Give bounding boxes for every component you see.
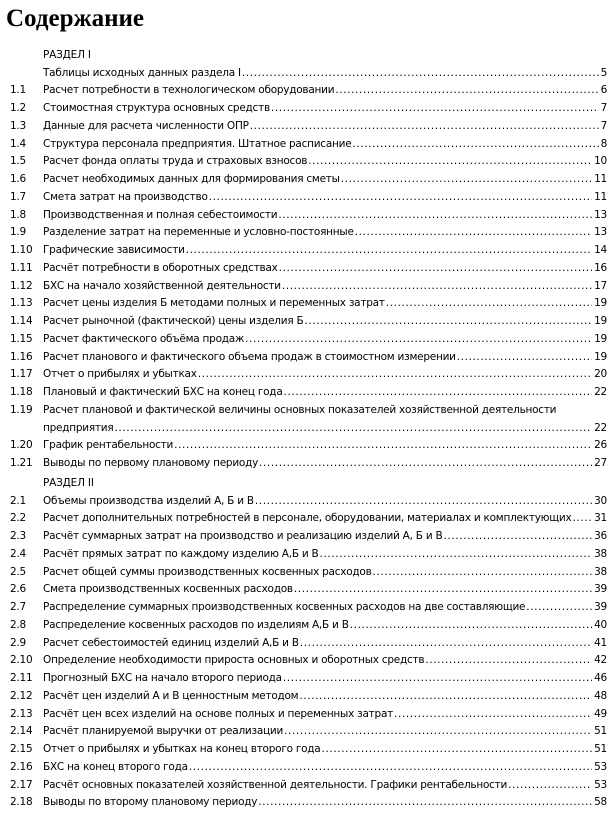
dot-leader: [386, 295, 592, 313]
section-heading: РАЗДЕЛ II: [43, 476, 94, 489]
toc-entry[interactable]: [0, 564, 613, 582]
toc-entry-label: Данные для расчета численности ОПР: [43, 119, 249, 132]
toc-entry-label: Расчет необходимых данных для формирования сметы: [43, 173, 340, 186]
toc-entry-number: 1.12: [10, 279, 33, 292]
toc-entry-page-number: 13: [594, 226, 607, 239]
toc-entry[interactable]: [0, 493, 613, 511]
toc-entry-number: 1.4: [10, 137, 26, 150]
toc-entry-label: Разделение затрат на переменные и условно-постоянные: [43, 226, 354, 239]
toc-entry-number: 2.3: [10, 530, 26, 543]
dot-leader: [250, 118, 599, 136]
toc-entry-number: 1.9: [10, 226, 26, 239]
toc-entry-line: [43, 242, 607, 260]
dot-leader: [284, 723, 592, 741]
dot-leader: [259, 455, 592, 473]
toc-entry-page-number: 22: [594, 421, 607, 434]
toc-entry-line: [43, 189, 607, 207]
toc-entry-page-number: 36: [594, 530, 607, 543]
toc-entry[interactable]: [0, 295, 613, 313]
toc-entry-line: [43, 455, 607, 473]
toc-entry-number: 2.13: [10, 707, 33, 720]
toc-entry-label: Расчёт планируемой выручки от реализации: [43, 725, 284, 738]
toc-entry-line: [43, 706, 607, 724]
toc-entry-page-number: 5: [600, 66, 607, 79]
toc-entry-line: [43, 207, 607, 225]
toc-entry-label: Расчёт основных показателей хозяйственной деятельности. Графики рентабельности: [43, 778, 508, 791]
toc-entry[interactable]: [0, 670, 613, 688]
toc-entry-page-number: 51: [594, 725, 607, 738]
toc-entry-page-number: 42: [594, 654, 607, 667]
toc-entry-number: 1.14: [10, 315, 33, 328]
toc-entry[interactable]: [0, 599, 613, 617]
toc-entry-page-number: 19: [594, 332, 607, 345]
toc-entry[interactable]: [0, 278, 613, 296]
toc-entry-number: 2.16: [10, 760, 33, 773]
toc-entry-label: Производственная и полная себестоимости: [43, 208, 278, 221]
toc-entry-line: [43, 136, 607, 154]
toc-entry-page-number: 20: [594, 368, 607, 381]
toc-entry-line: [43, 313, 607, 331]
toc-entry-line: [43, 794, 607, 812]
toc-entry-line: [43, 278, 607, 296]
toc-entry-number: 1.17: [10, 368, 33, 381]
dot-leader: [355, 224, 592, 242]
toc-entry[interactable]: [0, 617, 613, 635]
toc-entry-line: [43, 171, 607, 189]
toc-entry-line: [43, 635, 607, 653]
dot-leader: [294, 581, 592, 599]
toc-entry-page-number: 49: [594, 707, 607, 720]
toc-entry-page-number: 16: [594, 261, 607, 274]
toc-entry-label: Выводы по первому плановому периоду: [43, 457, 259, 470]
toc-entry-label: Смета затрат на производство: [43, 190, 208, 203]
toc-entry-number: 2.4: [10, 547, 26, 560]
toc-entry[interactable]: [0, 171, 613, 189]
toc-entry-label: Расчет планового и фактического объема продаж в стоимостном измерении: [43, 350, 456, 363]
toc-entry[interactable]: [0, 118, 613, 136]
toc-entry-number: 1.20: [10, 439, 33, 452]
toc-entry-number: 2.8: [10, 618, 26, 631]
toc-entry-number: 2.17: [10, 778, 33, 791]
toc-entry-line: [43, 493, 607, 511]
toc-entry-line: [43, 564, 607, 582]
toc-entry-line: [43, 384, 607, 402]
dot-leader: [245, 331, 592, 349]
toc-entry-page-number: 48: [594, 689, 607, 702]
toc-entry-line: [43, 777, 607, 795]
dot-leader: [425, 652, 592, 670]
toc-entry-number: 2.11: [10, 672, 33, 685]
toc-entry-label: Расчёт прямых затрат по каждому изделию А,Б и В: [43, 547, 319, 560]
toc-entry[interactable]: [0, 82, 613, 100]
toc-entry-page-number: 27: [594, 457, 607, 470]
dot-leader: [299, 688, 592, 706]
toc-entry[interactable]: [0, 260, 613, 278]
dot-leader: [282, 278, 592, 296]
toc-entry-label: Расчёт потребности в оборотных средствах: [43, 261, 278, 274]
toc-entry-line: [43, 617, 607, 635]
toc-entry-label: Расчет общей суммы производственных косвенных расходов: [43, 565, 372, 578]
toc-entry[interactable]: [0, 455, 613, 473]
toc-entry-page-number: 19: [594, 297, 607, 310]
dot-leader: [508, 777, 592, 795]
toc-entry-line: [43, 581, 607, 599]
toc-entry-number: 1.10: [10, 244, 33, 257]
toc-entry-page-number: 38: [594, 547, 607, 560]
toc-entry[interactable]: [0, 437, 613, 455]
toc-entry-page-number: 14: [594, 244, 607, 257]
page-title: Содержание: [6, 5, 145, 32]
toc-entry[interactable]: [0, 688, 613, 706]
toc-entry[interactable]: [0, 581, 613, 599]
toc-entry[interactable]: [0, 723, 613, 741]
dot-leader: [209, 189, 592, 207]
toc-entry-number: 2.2: [10, 512, 26, 525]
toc-entry-label: Расчет фонда оплаты труда и страховых взносов: [43, 155, 308, 168]
dot-leader: [373, 564, 593, 582]
toc-entry-label: Расчет фактического объёма продаж: [43, 332, 245, 345]
toc-entry-number: 1.11: [10, 261, 33, 274]
dot-leader: [198, 366, 592, 384]
dot-leader: [174, 437, 592, 455]
toc-entry[interactable]: [0, 331, 613, 349]
toc-entry-page-number: 19: [594, 315, 607, 328]
toc-entry-label: Стоимостная структура основных средств: [43, 102, 270, 115]
dot-leader: [443, 528, 592, 546]
toc-entry[interactable]: [0, 528, 613, 546]
toc-entry-number: 1.21: [10, 457, 33, 470]
dot-leader: [304, 313, 592, 331]
toc-entry-label: Отчет о прибылях и убытках на конец второго года: [43, 743, 321, 756]
toc-entry-number: 1.2: [10, 102, 26, 115]
toc-entry-number: 1.5: [10, 155, 26, 168]
toc-entry[interactable]: [0, 402, 613, 438]
toc-entry-label: Распределение косвенных расходов по изделиям А,Б и В: [43, 618, 349, 631]
toc-entry-line: [43, 366, 607, 384]
toc-entry-line: [43, 100, 607, 118]
toc-entry-page-number: 40: [594, 618, 607, 631]
toc-entry[interactable]: [0, 794, 613, 812]
toc-entry[interactable]: [0, 546, 613, 564]
toc-entry-page-number: 53: [594, 760, 607, 773]
toc-entry[interactable]: [0, 652, 613, 670]
toc-entry-page-number: 53: [594, 778, 607, 791]
dot-leader: [278, 207, 592, 225]
dot-leader: [572, 510, 592, 528]
toc-entry-page-number: 11: [594, 190, 607, 203]
toc-entry-page-number: 17: [594, 279, 607, 292]
toc-entry-page-number: 58: [594, 796, 607, 809]
toc-entry-label: Структура персонала предприятия. Штатное расписание: [43, 137, 352, 150]
toc-entry-line: [43, 599, 607, 617]
toc-entry-label: Объемы производства изделий А, Б и В: [43, 494, 254, 507]
toc-entry-label: Графические зависимости: [43, 244, 185, 257]
toc-entry-label: Расчет дополнительных потребностей в персонале, оборудовании, материалах и комплектующих: [43, 512, 572, 525]
toc-entry-number: 1.7: [10, 190, 26, 203]
toc-entry-number: 2.15: [10, 743, 33, 756]
toc-entry-label: БХС на начало хозяйственной деятельности: [43, 279, 281, 292]
toc-entry-line: [43, 349, 607, 367]
toc-entry[interactable]: [0, 510, 613, 528]
toc-entry-label: Расчёт суммарных затрат на производство и реализацию изделий А, Б и В: [43, 530, 443, 543]
dot-leader: [255, 493, 592, 511]
toc-entry-line: [43, 759, 607, 777]
toc-entry[interactable]: [0, 366, 613, 384]
toc-entry-label: Распределение суммарных производственных косвенных расходов на две составляющие: [43, 601, 526, 614]
toc-entry-label: Расчёт цен всех изделий на основе полных и переменных затрат: [43, 707, 393, 720]
toc-entry-page-number: 26: [594, 439, 607, 452]
toc-entry-number: 2.1: [10, 494, 26, 507]
section-heading: РАЗДЕЛ I: [43, 49, 91, 61]
toc-entry-number: 1.19: [10, 403, 33, 416]
dot-leader: [186, 242, 592, 260]
toc-entry[interactable]: [0, 313, 613, 331]
toc-entry-label: БХС на конец второго года: [43, 760, 188, 773]
dot-leader: [352, 136, 598, 154]
toc-entry[interactable]: [0, 242, 613, 260]
dot-leader: [394, 706, 592, 724]
toc-entry-label: Таблицы исходных данных раздела I: [43, 66, 241, 79]
toc-entry[interactable]: [0, 136, 613, 154]
toc-entry-label: Расчет себестоимостей единиц изделий А,Б и В: [43, 636, 299, 649]
toc-entry-number: 2.12: [10, 689, 33, 702]
toc-entry-line: [43, 670, 607, 688]
toc-entry-label: Прогнозный БХС на начало второго периода: [43, 672, 282, 685]
toc-entry-page-number: 11: [594, 173, 607, 186]
dot-leader: [258, 794, 592, 812]
toc-entry-label: Смета производственных косвенных расходов: [43, 583, 293, 596]
toc-entry-page-number: 8: [600, 137, 607, 150]
dot-leader: [335, 82, 598, 100]
dot-leader: [350, 617, 592, 635]
toc-entry-page-number: 10: [594, 155, 607, 168]
toc-entry-line: [43, 688, 607, 706]
toc-entry[interactable]: [0, 349, 613, 367]
dot-leader: [526, 599, 592, 617]
toc-entry-label: Определение необходимости прироста основных и оборотных средств: [43, 654, 425, 667]
dot-leader: [300, 635, 592, 653]
toc-entry[interactable]: [0, 777, 613, 795]
toc-entry-number: 2.6: [10, 583, 26, 596]
toc-entry[interactable]: [0, 65, 613, 83]
toc-entry[interactable]: [0, 635, 613, 653]
toc-entry-page-number: 46: [594, 672, 607, 685]
toc-entry-line: [43, 652, 607, 670]
toc-entry-label: Расчёт цен изделий А и В ценностным методом: [43, 689, 299, 702]
toc-entry[interactable]: [0, 189, 613, 207]
toc-entry-line: [43, 437, 607, 455]
table-of-contents: [0, 47, 613, 812]
toc-entry-label: График рентабельности: [43, 439, 174, 452]
toc-entry-line: [43, 118, 607, 136]
toc-entry[interactable]: [0, 100, 613, 118]
toc-entry-number: 2.18: [10, 796, 33, 809]
toc-entry-page-number: 30: [594, 494, 607, 507]
toc-entry-label: Отчет о прибылях и убытках: [43, 368, 197, 381]
toc-entry-number: 2.9: [10, 636, 26, 649]
dot-leader: [320, 546, 593, 564]
toc-entry-page-number: 51: [594, 743, 607, 756]
toc-entry[interactable]: [0, 207, 613, 225]
toc-entry[interactable]: [0, 153, 613, 171]
toc-entry-line: [43, 723, 607, 741]
toc-entry-label: Плановый и фактический БХС на конец года: [43, 386, 283, 399]
dot-leader: [283, 670, 592, 688]
dot-leader: [279, 260, 592, 278]
toc-entry-number: 1.8: [10, 208, 26, 221]
toc-entry-line: [43, 224, 607, 242]
toc-entry-number: 1.3: [10, 119, 26, 132]
toc-entry[interactable]: [0, 384, 613, 402]
dot-leader: [242, 65, 599, 83]
toc-entry-page-number: 22: [594, 386, 607, 399]
toc-entry[interactable]: [0, 224, 613, 242]
toc-entry-number: 2.5: [10, 565, 26, 578]
toc-entry-line: [43, 260, 607, 278]
toc-entry-number: 2.10: [10, 654, 33, 667]
toc-entry-label-line1: Расчет плановой и фактической величины основных показателей хозяйственной деятельности: [43, 403, 557, 416]
toc-entry-page-number: 7: [600, 102, 607, 115]
toc-entry-number: 1.15: [10, 332, 33, 345]
toc-entry-line: [43, 331, 607, 349]
dot-leader: [308, 153, 592, 171]
toc-entry-number: 1.1: [10, 84, 26, 97]
toc-entry-label: Расчет потребности в технологическом оборудовании: [43, 84, 335, 97]
toc-entry-label: Расчет рыночной (фактической) цены изделия Б: [43, 315, 304, 328]
dot-leader: [341, 171, 592, 189]
dot-leader: [114, 420, 592, 438]
toc-entry-line: [43, 153, 607, 171]
dot-leader: [271, 100, 599, 118]
toc-entry-page-number: 41: [594, 636, 607, 649]
toc-entry-line: [43, 420, 607, 438]
toc-entry-page-number: 19: [594, 350, 607, 363]
toc-entry-number: 1.6: [10, 173, 26, 186]
toc-entry-number: 1.13: [10, 297, 33, 310]
toc-entry-line: [43, 546, 607, 564]
toc-entry-line: [43, 528, 607, 546]
toc-entry-line: [43, 510, 607, 528]
dot-leader: [189, 759, 592, 777]
toc-entry-page-number: 39: [594, 601, 607, 614]
toc-entry[interactable]: [0, 759, 613, 777]
toc-entry-line: [43, 741, 607, 759]
toc-entry-number: 1.18: [10, 386, 33, 399]
toc-entry-number: 1.16: [10, 350, 33, 363]
toc-entry-label: Выводы по второму плановому периоду: [43, 796, 258, 809]
toc-entry-number: 2.14: [10, 725, 33, 738]
toc-entry[interactable]: [0, 706, 613, 724]
toc-entry-label: Расчет цены изделия Б методами полных и переменных затрат: [43, 297, 385, 310]
toc-entry-page-number: 31: [594, 512, 607, 525]
toc-entry-page-number: 13: [594, 208, 607, 221]
toc-entry-page-number: 38: [594, 565, 607, 578]
toc-entry-page-number: 6: [600, 84, 607, 97]
toc-entry-page-number: 39: [594, 583, 607, 596]
dot-leader: [457, 349, 592, 367]
toc-entry[interactable]: [0, 741, 613, 759]
toc-entry-line: [43, 295, 607, 313]
toc-entry-line: [43, 65, 607, 83]
toc-entry-page-number: 7: [600, 119, 607, 132]
dot-leader: [322, 741, 593, 759]
toc-entry-number: 2.7: [10, 601, 26, 614]
toc-entry-label: предприятия: [43, 421, 114, 434]
toc-entry-line: [43, 82, 607, 100]
dot-leader: [284, 384, 593, 402]
